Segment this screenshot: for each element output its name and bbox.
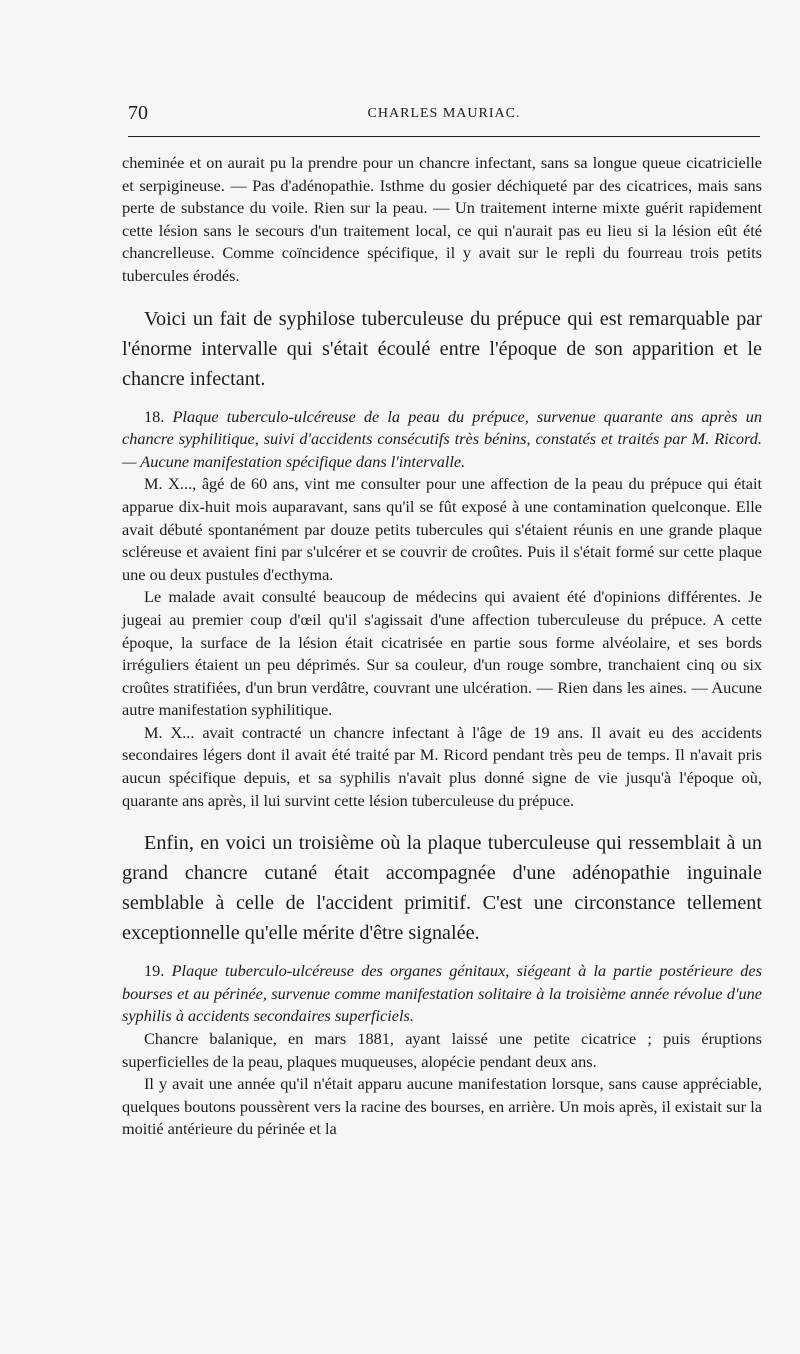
- running-head: CHARLES MAURIAC.: [367, 106, 521, 121]
- paragraph-intro-case-18: Voici un fait de syphilose tuberculeuse du prépuce qui est remarquable par l'énorme intervalle qui s'était écoulé entre l'époque de son apparition et le chancre infectant.: [122, 307, 762, 390]
- body-text: [122, 152, 762, 1141]
- paragraph-continuation: cheminée et on aurait pu la prendre pour un chancre infectant, sans sa longue queue cicatricielle et serpigineuse. — Pas d'adénopathie. Isthme du gosier déchiqueté par des cicatrices, mais sans perte de substance du voile. Rien sur la peau. — Un traitement interne mixte guérit rapidement cette lésion sans le secours d'un traitement local, ce qui n'aurait pas eu lieu si la lésion eût été chancrelleuse. Comme coïncidence spécifique, il y avait sur le repli du fourreau trois petits tubercules érodés.: [122, 153, 762, 285]
- paragraph-intro-case-19: Enfin, en voici un troisième où la plaque tuberculeuse qui ressemblait à un grand chancre cutané était accompagnée d'une adénopathie inguinale semblable à celle de l'accident primitif. C'est une circonstance tellement exceptionnelle qu'elle mérite d'être signalée.: [122, 832, 762, 945]
- page-header: [128, 100, 760, 130]
- case-18-title: [122, 406, 762, 474]
- case-18-paragraph: M. X..., âgé de 60 ans, vint me consulter pour une affection de la peau du prépuce qui était apparue dix-huit mois auparavant, sans qu'il se fût exposé à une contamination quelconque. Elle avait débuté spontanément par douze petits tubercules qui s'étaient réunis en une grande plaque scléreuse et avaient fini par s'ulcérer et se couvrir de croûtes. Puis il s'était formé sur cette plaque une ou deux pustules d'ecthyma.: [122, 474, 762, 584]
- case-18-paragraph: M. X... avait contracté un chancre infectant à l'âge de 19 ans. Il avait eu des accidents secondaires légers dont il avait été traité par M. Ricord pendant très peu de temps. Il n'avait pris aucun spécifique depuis, et sa syphilis n'avait plus donné signe de vie jusqu'à l'époque où, quarante ans après, il lui survint cette lésion tuberculeuse du prépuce.: [122, 722, 762, 810]
- header-rule: [128, 136, 760, 137]
- case-19-title-text: Plaque tuberculo-ulcéreuse des organes génitaux, siégeant à la partie postérieure des bourses et au périnée, survenue comme manifestation solitaire à la troisième année révolue d'une syphilis à accidents secondaires superficiels.: [122, 961, 762, 1026]
- case-19-number: 19.: [144, 961, 165, 981]
- case-18-number: 18.: [144, 406, 165, 426]
- case-18-paragraph: Le malade avait consulté beaucoup de médecins qui avaient été d'opinions différentes. Je jugeai au premier coup d'œil qu'il s'agissait d'une affection tuberculeuse du prépuce. A cette époque, la surface de la lésion était cicatrisée en partie sous forme alvéolaire, et ses bords irréguliers étaient un peu déprimés. Sur sa couleur, d'un rouge sombre, tranchaient cinq ou six croûtes stratifiées, d'un brun verdâtre, couvrant une ulcération. — Rien dans les aines. — Aucune autre manifestation syphilitique.: [122, 587, 762, 720]
- case-19-title: [122, 960, 762, 1028]
- page-number: 70: [128, 102, 148, 124]
- case-18-title-text: Plaque tuberculo-ulcéreuse de la peau du prépuce, survenue quarante ans après un chancre syphilitique, suivi d'accidents consécutifs très bénins, constatés et traités par M. Ricord. — Aucune manifestation spécifique dans l'intervalle.: [122, 406, 762, 471]
- case-19-paragraph: Il y avait une année qu'il n'était apparu aucune manifestation lorsque, sans cause appréciable, quelques boutons poussèrent vers la racine des bourses, en arrière. Un mois après, il existait sur la moitié antérieure du périnée et la: [122, 1074, 762, 1139]
- case-19-paragraph: Chancre balanique, en mars 1881, ayant laissé une petite cicatrice ; puis éruptions superficielles de la peau, plaques muqueuses, alopécie pendant deux ans.: [122, 1029, 762, 1071]
